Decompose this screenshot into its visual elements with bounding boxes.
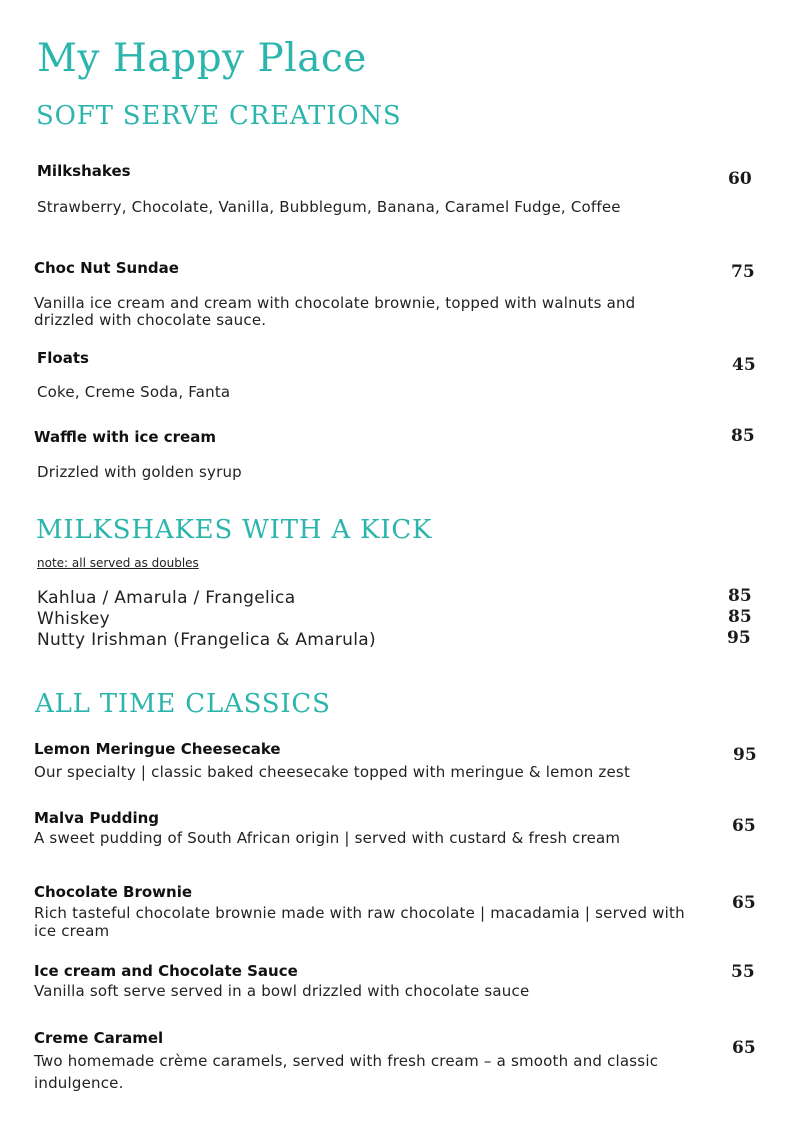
- item-name-floats: Floats: [37, 349, 89, 367]
- item-desc-floats: Coke, Creme Soda, Fanta: [37, 383, 231, 401]
- item-desc-malva-pudding: A sweet pudding of South African origin | served with custard & fresh cream: [34, 829, 621, 847]
- brand-title: My Happy Place: [37, 36, 367, 81]
- section-title-classics: ALL TIME CLASSICS: [35, 689, 331, 719]
- kick-item-name: Whiskey: [37, 609, 111, 629]
- item-price-malva-pudding: 65: [732, 816, 756, 836]
- item-name-milkshakes: Milkshakes: [37, 162, 131, 180]
- item-name-chocolate-brownie: Chocolate Brownie: [34, 883, 193, 901]
- item-name-creme-caramel: Creme Caramel: [34, 1029, 164, 1047]
- item-price-floats: 45: [732, 355, 756, 375]
- item-price-ice-cream-chocolate-sauce: 55: [731, 962, 755, 982]
- item-name-ice-cream-chocolate-sauce: Ice cream and Chocolate Sauce: [34, 962, 298, 980]
- item-name-lemon-meringue: Lemon Meringue Cheesecake: [34, 740, 281, 758]
- kick-item-name: Kahlua / Amarula / Frangelica: [37, 588, 296, 608]
- item-desc-waffle: Drizzled with golden syrup: [37, 463, 242, 481]
- item-desc-choc-nut-sundae: Vanilla ice cream and cream with chocolate brownie, topped with walnuts and drizzled with chocolate sauce.: [34, 294, 636, 329]
- item-name-choc-nut-sundae: Choc Nut Sundae: [34, 259, 179, 277]
- item-desc-chocolate-brownie: Rich tasteful chocolate brownie made with raw chocolate | macadamia | served with ice cream: [34, 904, 685, 940]
- item-price-creme-caramel: 65: [732, 1038, 756, 1058]
- item-name-waffle: Waffle with ice cream: [34, 428, 216, 446]
- kick-item-price: 95: [727, 628, 751, 648]
- kick-item-price: 85: [728, 607, 752, 627]
- kick-note: note: all served as doubles: [37, 556, 199, 570]
- item-desc-creme-caramel: Two homemade crème caramels, served with fresh cream – a smooth and classic indulgence.: [34, 1052, 659, 1092]
- kick-item-price: 85: [728, 586, 752, 606]
- kick-item-name: Nutty Irishman (Frangelica & Amarula): [37, 630, 376, 650]
- item-desc-milkshakes: Strawberry, Chocolate, Vanilla, Bubblegum, Banana, Caramel Fudge, Coffee: [37, 198, 621, 216]
- item-desc-ice-cream-chocolate-sauce: Vanilla soft serve served in a bowl drizzled with chocolate sauce: [34, 982, 530, 1000]
- item-price-waffle: 85: [731, 426, 755, 446]
- item-price-chocolate-brownie: 65: [732, 893, 756, 913]
- item-price-lemon-meringue: 95: [733, 745, 757, 765]
- item-price-milkshakes: 60: [728, 169, 752, 189]
- item-price-choc-nut-sundae: 75: [731, 262, 755, 282]
- item-desc-lemon-meringue: Our specialty | classic baked cheesecake topped with meringue & lemon zest: [34, 763, 631, 781]
- item-name-malva-pudding: Malva Pudding: [34, 809, 160, 827]
- section-title-kick: MILKSHAKES WITH A KICK: [36, 515, 433, 545]
- section-title-soft-serve: SOFT SERVE CREATIONS: [36, 101, 402, 131]
